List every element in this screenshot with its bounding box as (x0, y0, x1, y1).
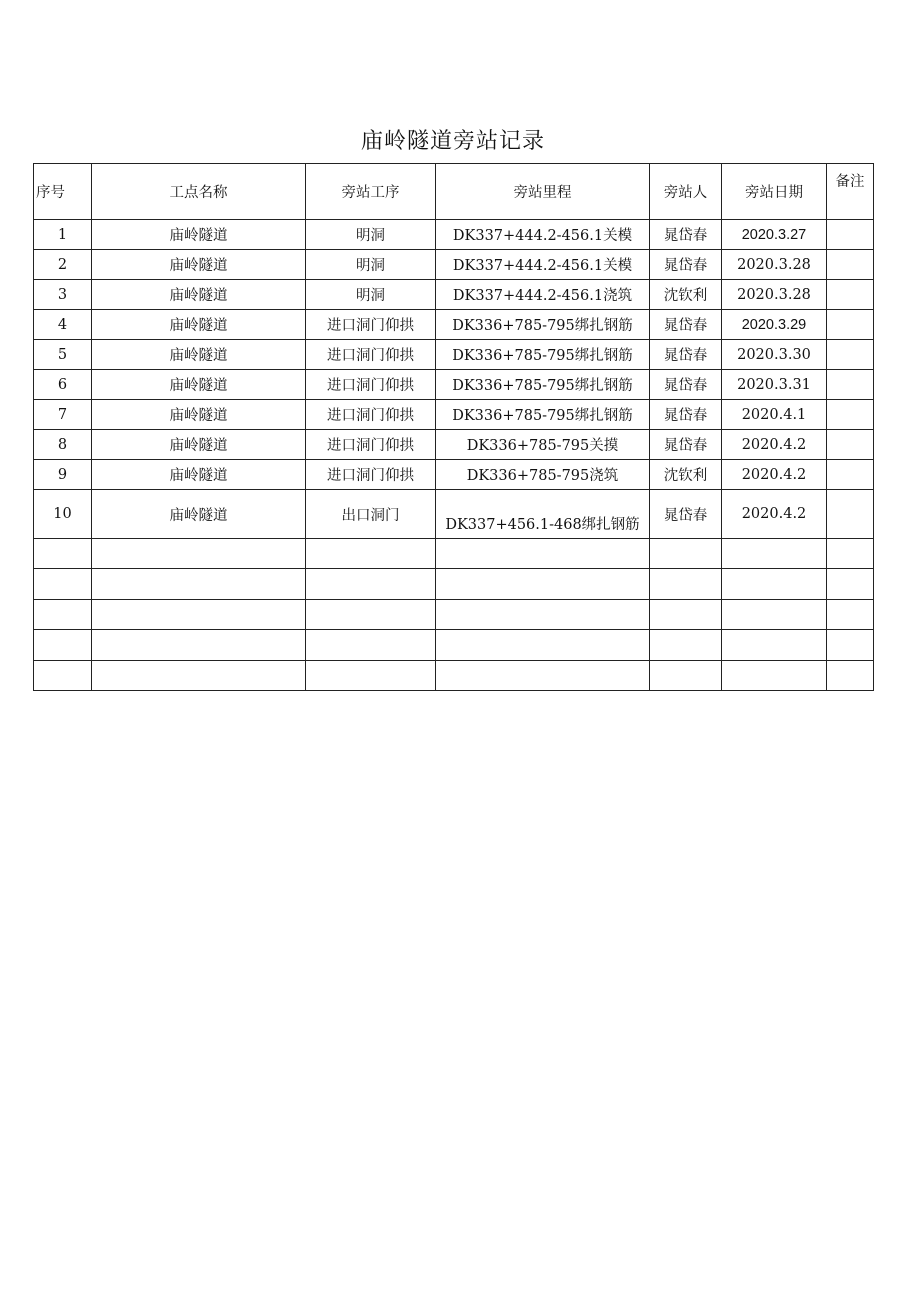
cell-remark (827, 370, 874, 400)
cell-date (722, 661, 827, 691)
cell-mileage: DK336+785-795绑扎钢筋 (436, 340, 650, 370)
header-remark: 备注 (827, 164, 874, 220)
cell-supervisor: 晁岱春 (650, 220, 722, 250)
cell-site: 庙岭隧道 (92, 250, 306, 280)
cell-process: 进口洞门仰拱 (306, 340, 436, 370)
table-row (34, 400, 874, 430)
cell-remark (827, 460, 874, 490)
cell-seq (34, 539, 92, 569)
cell-site: 庙岭隧道 (92, 310, 306, 340)
cell-mileage (436, 539, 650, 569)
cell-process (306, 600, 436, 630)
cell-remark (827, 539, 874, 569)
header-mileage: 旁站里程 (436, 164, 650, 220)
cell-supervisor: 沈钦利 (650, 460, 722, 490)
cell-supervisor: 晁岱春 (650, 490, 722, 539)
cell-seq (34, 569, 92, 600)
cell-process (306, 539, 436, 569)
cell-mileage (436, 569, 650, 600)
header-site: 工点名称 (92, 164, 306, 220)
cell-seq: 4 (34, 310, 92, 340)
cell-supervisor (650, 630, 722, 661)
cell-mileage: DK337+444.2-456.1关模 (436, 220, 650, 250)
cell-remark (827, 400, 874, 430)
cell-supervisor (650, 539, 722, 569)
cell-date (722, 569, 827, 600)
cell-seq: 6 (34, 370, 92, 400)
table-row (34, 370, 874, 400)
table-row (34, 490, 874, 539)
cell-seq: 2 (34, 250, 92, 280)
cell-process: 进口洞门仰拱 (306, 430, 436, 460)
cell-site: 庙岭隧道 (92, 430, 306, 460)
cell-seq: 7 (34, 400, 92, 430)
cell-remark (827, 250, 874, 280)
cell-site (92, 569, 306, 600)
cell-process: 进口洞门仰拱 (306, 400, 436, 430)
cell-date: 2020.3.30 (722, 340, 827, 370)
cell-mileage: DK336+785-795绑扎钢筋 (436, 400, 650, 430)
cell-seq: 9 (34, 460, 92, 490)
cell-supervisor (650, 661, 722, 691)
header-supervisor: 旁站人 (650, 164, 722, 220)
cell-supervisor: 晁岱春 (650, 370, 722, 400)
cell-process: 明洞 (306, 280, 436, 310)
cell-date: 2020.3.29 (722, 310, 827, 340)
table-row (34, 661, 874, 691)
cell-mileage: DK336+785-795绑扎钢筋 (436, 310, 650, 340)
cell-date (722, 539, 827, 569)
header-process: 旁站工序 (306, 164, 436, 220)
cell-site: 庙岭隧道 (92, 370, 306, 400)
cell-date: 2020.3.27 (722, 220, 827, 250)
cell-mileage: DK337+444.2-456.1浇筑 (436, 280, 650, 310)
cell-site (92, 661, 306, 691)
cell-site: 庙岭隧道 (92, 490, 306, 539)
cell-process: 进口洞门仰拱 (306, 370, 436, 400)
cell-seq: 10 (34, 490, 92, 539)
header-seq: 序号 (34, 164, 92, 220)
cell-remark (827, 490, 874, 539)
cell-remark (827, 220, 874, 250)
cell-seq: 1 (34, 220, 92, 250)
page-title: 庙岭隧道旁站记录 (360, 129, 545, 154)
cell-remark (827, 600, 874, 630)
cell-date (722, 630, 827, 661)
cell-remark (827, 661, 874, 691)
cell-seq (34, 600, 92, 630)
cell-date: 2020.4.2 (722, 460, 827, 490)
cell-supervisor (650, 569, 722, 600)
cell-site (92, 539, 306, 569)
table-row (34, 430, 874, 460)
cell-date (722, 600, 827, 630)
table-row (34, 280, 874, 310)
cell-supervisor: 晁岱春 (650, 310, 722, 340)
cell-supervisor: 晁岱春 (650, 430, 722, 460)
cell-date: 2020.4.2 (722, 430, 827, 460)
table-row (34, 630, 874, 661)
cell-site: 庙岭隧道 (92, 460, 306, 490)
cell-mileage: DK336+785-795浇筑 (436, 460, 650, 490)
cell-seq (34, 630, 92, 661)
cell-supervisor: 晁岱春 (650, 340, 722, 370)
cell-mileage: DK336+785-795关摸 (436, 430, 650, 460)
cell-site: 庙岭隧道 (92, 400, 306, 430)
cell-seq (34, 661, 92, 691)
table-row (34, 600, 874, 630)
cell-site: 庙岭隧道 (92, 340, 306, 370)
table-row (34, 539, 874, 569)
table-row (34, 569, 874, 600)
cell-seq: 3 (34, 280, 92, 310)
cell-mileage: DK337+444.2-456.1关模 (436, 250, 650, 280)
cell-site: 庙岭隧道 (92, 280, 306, 310)
cell-remark (827, 630, 874, 661)
cell-process (306, 569, 436, 600)
cell-process: 出口洞门 (306, 490, 436, 539)
cell-mileage (436, 600, 650, 630)
cell-process: 明洞 (306, 220, 436, 250)
record-table (33, 163, 874, 691)
cell-date: 2020.4.2 (722, 490, 827, 539)
cell-supervisor: 晁岱春 (650, 250, 722, 280)
cell-supervisor: 晁岱春 (650, 400, 722, 430)
cell-site: 庙岭隧道 (92, 220, 306, 250)
cell-date: 2020.3.28 (722, 280, 827, 310)
cell-remark (827, 280, 874, 310)
table-row (34, 220, 874, 250)
cell-process: 明洞 (306, 250, 436, 280)
cell-date: 2020.4.1 (722, 400, 827, 430)
cell-date: 2020.3.31 (722, 370, 827, 400)
cell-remark (827, 310, 874, 340)
header-date: 旁站日期 (722, 164, 827, 220)
cell-mileage: DK336+785-795绑扎钢筋 (436, 370, 650, 400)
cell-remark (827, 430, 874, 460)
cell-seq: 5 (34, 340, 92, 370)
table-row (34, 340, 874, 370)
cell-process: 进口洞门仰拱 (306, 460, 436, 490)
table-row (34, 460, 874, 490)
cell-site (92, 600, 306, 630)
cell-process (306, 661, 436, 691)
cell-site (92, 630, 306, 661)
table-row (34, 310, 874, 340)
header-row (34, 164, 874, 220)
cell-supervisor (650, 600, 722, 630)
table-row (34, 250, 874, 280)
cell-process (306, 630, 436, 661)
cell-remark (827, 340, 874, 370)
cell-mileage: DK337+456.1-468绑扎钢筋 (436, 490, 650, 539)
cell-mileage (436, 630, 650, 661)
cell-date: 2020.3.28 (722, 250, 827, 280)
cell-mileage (436, 661, 650, 691)
cell-supervisor: 沈钦利 (650, 280, 722, 310)
cell-process: 进口洞门仰拱 (306, 310, 436, 340)
cell-remark (827, 569, 874, 600)
cell-seq: 8 (34, 430, 92, 460)
